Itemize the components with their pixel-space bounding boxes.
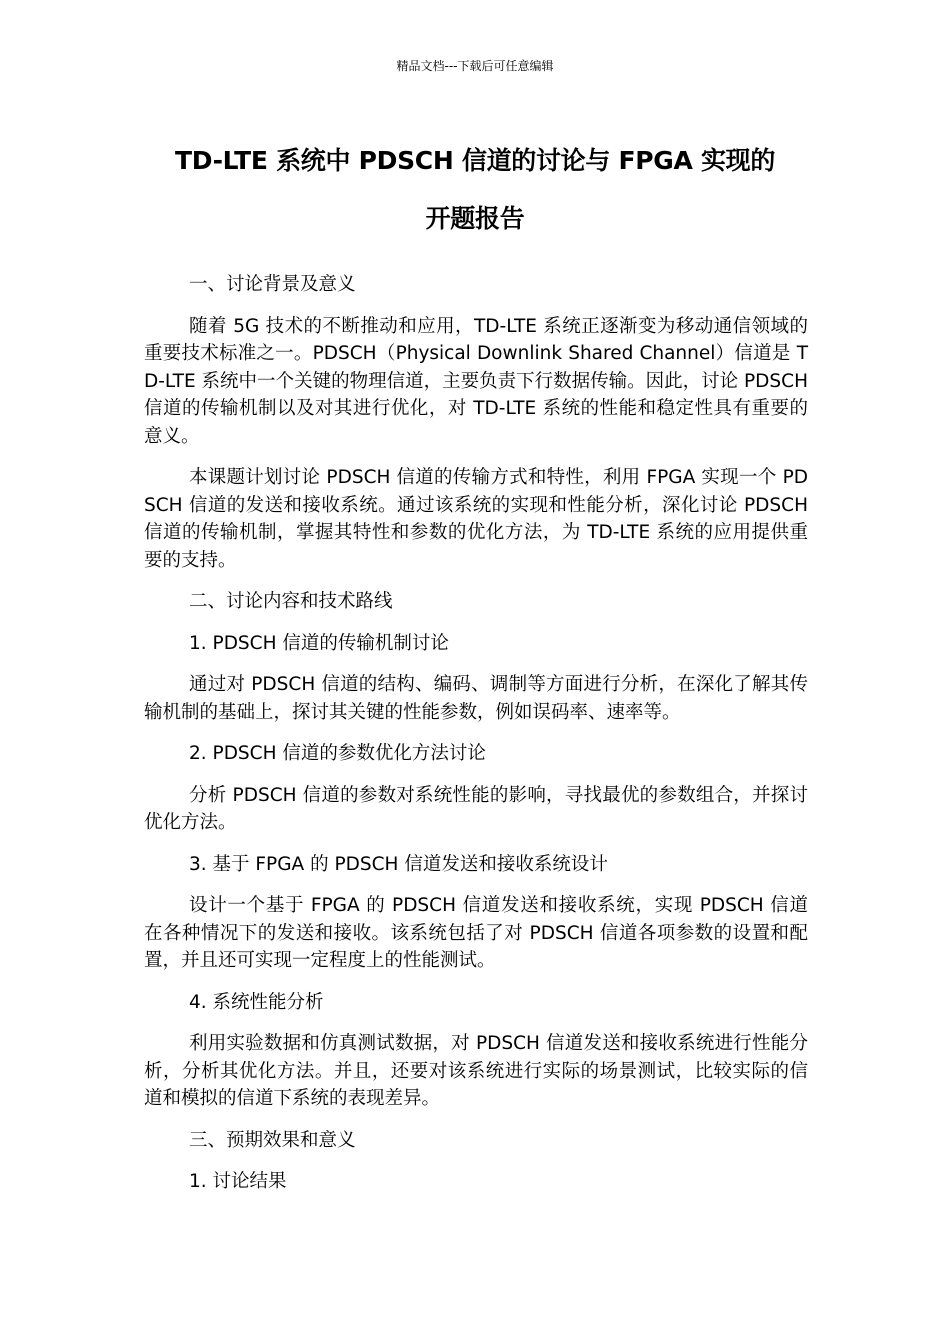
section-2-item-3-heading: 3. 基于 FPGA 的 PDSCH 信道发送和接收系统设计 (189, 853, 608, 875)
section-2-item-1-heading: 1. PDSCH 信道的传输机制讨论 (189, 632, 449, 654)
section-2-item-1-text: 通过对 PDSCH 信道的结构、编码、调制等方面进行分析，在深化了解其传输机制的基础上，探讨其关键的性能参数，例如误码率、速率等。 (144, 674, 808, 723)
title-line-1: TD-LTE 系统中 PDSCH 信道的讨论与 FPGA 实现的 (174, 146, 776, 175)
section-2-item-2-heading: 2. PDSCH 信道的参数优化方法讨论 (189, 743, 486, 764)
section-2-item-3-text: 设计一个基于 FPGA 的 PDSCH 信道发送和接收系统，实现 PDSCH 信道在各种情况下的发送和接收。该系统包括了对 PDSCH 信道各项参数的设置和配置，并且还可实现一定程度上的性能测试。 (144, 895, 808, 971)
section-2-heading: 二、讨论内容和技术路线 (189, 591, 393, 612)
document-body (144, 271, 808, 1210)
section-1-heading: 一、讨论背景及意义 (189, 274, 356, 295)
title-line-2: 开题报告 (425, 204, 525, 233)
document-title (120, 132, 830, 248)
section-2-item-4-heading: 4. 系统性能分析 (189, 991, 324, 1013)
section-3-item-1-heading: 1. 讨论结果 (189, 1171, 287, 1192)
section-3-heading: 三、预期效果和意义 (189, 1129, 356, 1151)
section-2-item-2-text: 分析 PDSCH 信道的参数对系统性能的影响，寻找最优的参数组合，并探讨优化方法。 (144, 784, 808, 833)
section-1-paragraph-1: 随着 5G 技术的不断推动和应用，TD-LTE 系统正逐渐变为移动通信领域的重要技术标准之一。PDSCH（Physical Downlink Shared Channel）信道是 TD-LTE 系统中一个关键的物理信道，主要负责下行数据传输。因此，讨论 PDSCH 信道的传输机制以及对其进行优化，对 TD-LTE 系统的性能和稳定性具有重要的意义。 (144, 315, 808, 447)
section-2-item-4-text: 利用实验数据和仿真测试数据，对 PDSCH 信道发送和接收系统进行性能分析，分析其优化方法。并且，还要对该系统进行实际的场景测试，比较实际的信道和模拟的信道下系统的表现差异。 (144, 1033, 808, 1109)
header-note: 精品文档---下载后可任意编辑 (396, 59, 554, 73)
section-1-paragraph-2: 本课题计划讨论 PDSCH 信道的传输方式和特性，利用 FPGA 实现一个 PDSCH 信道的发送和接收系统。通过该系统的实现和性能分析，深化讨论 PDSCH 信道的传输机制，掌握其特性和参数的优化方法，为 TD-LTE 系统的应用提供重要的支持。 (144, 467, 808, 571)
